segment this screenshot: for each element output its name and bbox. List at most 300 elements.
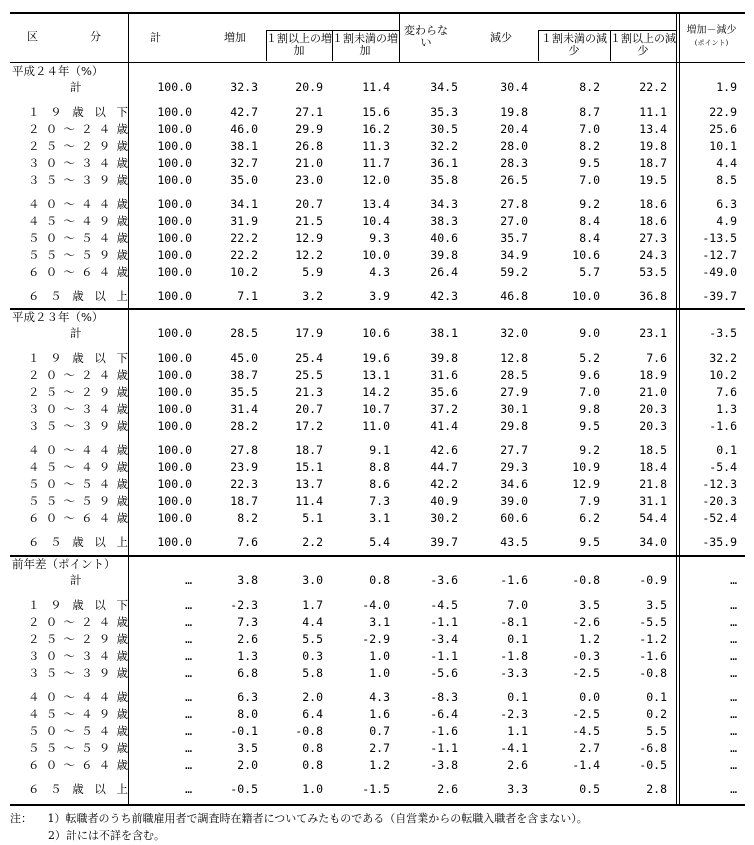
table-cell: 100.0 — [157, 368, 192, 382]
table-cell: -49.0 — [702, 265, 737, 279]
table-cell: -1.1 — [430, 615, 458, 629]
data-table — [10, 12, 745, 805]
table-cell: -5.6 — [430, 666, 458, 680]
table-cell: 0.7 — [369, 724, 390, 738]
table-cell: 28.2 — [230, 419, 258, 433]
table-cell: -1.1 — [430, 649, 458, 663]
table-cell: 11.3 — [362, 139, 390, 153]
table-cell: 21.5 — [295, 214, 323, 228]
table-cell: 8.2 — [579, 139, 600, 153]
table-cell: 15.6 — [362, 105, 390, 119]
row-label: ３０～３４歳 — [28, 156, 132, 170]
header-diff-unit: (ポイント) — [694, 39, 729, 47]
table-cell: -0.5 — [639, 758, 667, 772]
table-cell: -4.5 — [430, 598, 458, 612]
table-cell: 43.5 — [500, 535, 528, 549]
table-cell: 5.1 — [302, 511, 323, 525]
table-cell: 2.0 — [237, 758, 258, 772]
table-cell: … — [185, 724, 192, 738]
table-cell: 2.0 — [302, 690, 323, 704]
row-label: １９歳以下 — [28, 351, 132, 365]
table-cell: 7.0 — [579, 173, 600, 187]
row-label: ６５歳以上 — [28, 535, 132, 549]
header-decrease-10plus: １割以上の減少 — [610, 32, 676, 57]
col-divider — [679, 12, 680, 805]
table-cell: 31.4 — [230, 402, 258, 416]
table-cell: -2.3 — [230, 598, 258, 612]
table-cell: 13.4 — [362, 197, 390, 211]
table-cell: 100.0 — [157, 511, 192, 525]
row-label: ６０～６４歳 — [28, 511, 132, 525]
table-cell: 30.4 — [500, 80, 528, 94]
table-cell: 29.3 — [500, 460, 528, 474]
row-label: ２０～２４歳 — [28, 615, 132, 629]
table-cell: 100.0 — [157, 477, 192, 491]
table-cell: 20.7 — [295, 197, 323, 211]
table-cell: -3.4 — [430, 632, 458, 646]
table-bottom-border — [10, 804, 745, 806]
table-cell: -1.6 — [639, 649, 667, 663]
table-cell: 0.8 — [302, 741, 323, 755]
table-cell: … — [730, 782, 737, 796]
table-cell: 12.9 — [295, 231, 323, 245]
table-cell: 3.5 — [646, 598, 667, 612]
table-cell: 100.0 — [157, 494, 192, 508]
table-cell: 22.3 — [230, 477, 258, 491]
table-cell: … — [730, 632, 737, 646]
table-cell: 9.2 — [579, 443, 600, 457]
table-cell: 42.7 — [230, 105, 258, 119]
table-cell: 7.6 — [646, 351, 667, 365]
row-label: ５０～５４歳 — [28, 724, 132, 738]
table-cell: … — [185, 573, 192, 587]
table-cell: -2.3 — [500, 707, 528, 721]
table-cell: 1.0 — [369, 649, 390, 663]
table-cell: 12.9 — [572, 477, 600, 491]
table-cell: 60.6 — [500, 511, 528, 525]
table-cell: 53.5 — [639, 265, 667, 279]
table-cell: 3.5 — [579, 598, 600, 612]
table-cell: 2.7 — [369, 741, 390, 755]
table-cell: -3.3 — [500, 666, 528, 680]
table-cell: 7.0 — [579, 122, 600, 136]
table-cell: … — [730, 758, 737, 772]
table-cell: 3.8 — [237, 573, 258, 587]
table-cell: 10.0 — [572, 289, 600, 303]
table-cell: … — [185, 615, 192, 629]
table-cell: 38.1 — [230, 139, 258, 153]
table-cell: 38.3 — [430, 214, 458, 228]
table-cell: 27.7 — [500, 443, 528, 457]
row-label: ２５～２９歳 — [28, 139, 132, 153]
table-cell: -0.8 — [639, 666, 667, 680]
section-title: 平成２４年（%） — [12, 64, 104, 78]
table-cell: 30.2 — [430, 511, 458, 525]
table-cell: … — [730, 741, 737, 755]
row-label: ３５～３９歳 — [28, 419, 132, 433]
table-cell: 24.3 — [639, 248, 667, 262]
table-cell: 18.7 — [230, 494, 258, 508]
table-cell: 1.3 — [237, 649, 258, 663]
table-cell: 35.6 — [430, 385, 458, 399]
row-label: ４０～４４歳 — [28, 197, 132, 211]
table-cell: 4.3 — [369, 265, 390, 279]
table-cell: 8.7 — [579, 105, 600, 119]
table-cell: 1.6 — [369, 707, 390, 721]
table-cell: 25.4 — [295, 351, 323, 365]
table-cell: 1.7 — [302, 598, 323, 612]
note-2 — [10, 827, 750, 844]
table-cell: 100.0 — [157, 402, 192, 416]
table-cell: 16.2 — [362, 122, 390, 136]
table-cell: 46.8 — [500, 289, 528, 303]
header-total: 計 — [150, 31, 161, 44]
table-cell: 59.2 — [500, 265, 528, 279]
table-cell: 31.6 — [430, 368, 458, 382]
table-cell: 18.4 — [639, 460, 667, 474]
table-cell: 8.2 — [579, 80, 600, 94]
table-cell: 22.2 — [230, 231, 258, 245]
table-cell: 1.2 — [579, 632, 600, 646]
table-cell: 44.7 — [430, 460, 458, 474]
table-cell: 7.6 — [716, 385, 737, 399]
table-cell: 2.7 — [579, 741, 600, 755]
table-cell: 13.4 — [639, 122, 667, 136]
table-cell: -1.1 — [430, 741, 458, 755]
row-label: ３０～３４歳 — [28, 402, 132, 416]
section-title: 平成２３年（%） — [12, 310, 104, 324]
table-cell: 6.8 — [237, 666, 258, 680]
table-cell: 0.3 — [302, 649, 323, 663]
table-cell: 8.4 — [579, 214, 600, 228]
table-cell: … — [730, 724, 737, 738]
row-label: １９歳以下 — [28, 105, 132, 119]
table-cell: 10.6 — [362, 326, 390, 340]
table-cell: 100.0 — [157, 419, 192, 433]
table-cell: 5.8 — [302, 666, 323, 680]
table-cell: 9.5 — [579, 419, 600, 433]
table-cell: … — [730, 690, 737, 704]
table-cell: 7.1 — [237, 289, 258, 303]
table-cell: 0.1 — [716, 443, 737, 457]
table-cell: 6.4 — [302, 707, 323, 721]
notes — [10, 810, 750, 844]
table-cell: 5.5 — [302, 632, 323, 646]
table-cell: 13.7 — [295, 477, 323, 491]
table-cell: 9.1 — [369, 443, 390, 457]
table-cell: 100.0 — [157, 265, 192, 279]
table-cell: -20.3 — [702, 494, 737, 508]
table-cell: -3.6 — [430, 573, 458, 587]
row-label: ４５～４９歳 — [28, 707, 132, 721]
table-cell: 7.0 — [579, 385, 600, 399]
table-cell: 34.5 — [430, 80, 458, 94]
section-title: 前年差（ポイント） — [12, 557, 116, 571]
table-cell: 19.5 — [639, 173, 667, 187]
table-cell: 35.3 — [430, 105, 458, 119]
table-cell: 30.1 — [500, 402, 528, 416]
table-cell: 7.6 — [237, 535, 258, 549]
table-cell: 20.3 — [639, 402, 667, 416]
table-cell: 100.0 — [157, 443, 192, 457]
table-cell: 1.0 — [302, 782, 323, 796]
table-cell: 36.8 — [639, 289, 667, 303]
table-cell: 9.5 — [579, 156, 600, 170]
table-cell: -1.6 — [709, 419, 737, 433]
table-cell: 39.7 — [430, 535, 458, 549]
header-category: 区 分 — [27, 30, 111, 43]
table-cell: 3.1 — [369, 615, 390, 629]
table-cell: 35.5 — [230, 385, 258, 399]
table-cell: 0.0 — [579, 690, 600, 704]
table-cell: 25.5 — [295, 368, 323, 382]
table-cell: … — [730, 707, 737, 721]
table-cell: 0.1 — [507, 690, 528, 704]
table-cell: 38.1 — [430, 326, 458, 340]
table-cell: 42.3 — [430, 289, 458, 303]
table-cell: -5.5 — [639, 615, 667, 629]
table-cell: … — [185, 666, 192, 680]
table-cell: 26.5 — [500, 173, 528, 187]
header-diff-label: 増加－減少 — [686, 25, 737, 36]
table-cell: 11.7 — [362, 156, 390, 170]
table-cell: 34.9 — [500, 248, 528, 262]
table-cell: 6.3 — [237, 690, 258, 704]
table-cell: 0.1 — [507, 632, 528, 646]
table-cell: 8.8 — [369, 460, 390, 474]
table-cell: 12.0 — [362, 173, 390, 187]
header-increase-under10: １割未満の増加 — [332, 32, 398, 57]
table-cell: -4.1 — [500, 741, 528, 755]
row-label: ５０～５４歳 — [28, 231, 132, 245]
table-cell: 5.2 — [579, 351, 600, 365]
table-cell: 26.4 — [430, 265, 458, 279]
table-cell: 3.9 — [369, 289, 390, 303]
table-cell: 1.1 — [507, 724, 528, 738]
table-cell: 31.1 — [639, 494, 667, 508]
table-cell: 3.5 — [237, 741, 258, 755]
table-cell: 100.0 — [157, 460, 192, 474]
table-cell: -6.4 — [430, 707, 458, 721]
table-cell: 29.9 — [295, 122, 323, 136]
table-cell: 10.1 — [709, 139, 737, 153]
table-cell: 100.0 — [157, 139, 192, 153]
table-cell: 17.2 — [295, 419, 323, 433]
table-cell: 8.5 — [716, 173, 737, 187]
table-cell: 100.0 — [157, 248, 192, 262]
table-cell: 34.0 — [639, 535, 667, 549]
table-cell: 54.4 — [639, 511, 667, 525]
table-cell: 28.0 — [500, 139, 528, 153]
table-cell: 19.8 — [500, 105, 528, 119]
table-cell: 22.2 — [230, 248, 258, 262]
table-cell: 21.0 — [295, 156, 323, 170]
table-cell: 23.1 — [639, 326, 667, 340]
table-cell: 100.0 — [157, 231, 192, 245]
table-cell: … — [730, 615, 737, 629]
row-label: ５５～５９歳 — [28, 248, 132, 262]
row-label: ６５歳以上 — [28, 289, 132, 303]
table-cell: 29.8 — [500, 419, 528, 433]
table-cell: 10.7 — [362, 402, 390, 416]
table-cell: 32.0 — [500, 326, 528, 340]
header-increase-10plus: １割以上の増加 — [266, 32, 332, 57]
table-cell: -12.7 — [702, 248, 737, 262]
table-cell: 27.8 — [500, 197, 528, 211]
table-cell: 42.6 — [430, 443, 458, 457]
table-cell: … — [185, 632, 192, 646]
note-2-text: 2）計には不詳を含む。 — [48, 829, 165, 842]
table-cell: 8.4 — [579, 231, 600, 245]
table-cell: 3.0 — [302, 573, 323, 587]
table-cell: -0.3 — [572, 649, 600, 663]
table-cell: -1.8 — [500, 649, 528, 663]
table-cell: 20.7 — [295, 402, 323, 416]
table-cell: 20.3 — [639, 419, 667, 433]
table-cell: 10.6 — [572, 248, 600, 262]
table-cell: 45.0 — [230, 351, 258, 365]
table-cell: 4.3 — [369, 690, 390, 704]
table-cell: … — [185, 598, 192, 612]
row-label: ２０～２４歳 — [28, 368, 132, 382]
table-cell: 12.2 — [295, 248, 323, 262]
table-cell: 6.3 — [716, 197, 737, 211]
table-cell: -0.1 — [230, 724, 258, 738]
table-cell: 32.7 — [230, 156, 258, 170]
table-cell: 40.9 — [430, 494, 458, 508]
table-cell: 20.4 — [500, 122, 528, 136]
table-cell: 18.9 — [639, 368, 667, 382]
row-label: ２５～２９歳 — [28, 632, 132, 646]
table-cell: -2.6 — [572, 615, 600, 629]
row-label: ２５～２９歳 — [28, 385, 132, 399]
table-cell: 100.0 — [157, 197, 192, 211]
table-cell: 38.7 — [230, 368, 258, 382]
table-cell: -0.8 — [572, 573, 600, 587]
row-label: 計 — [70, 80, 82, 94]
row-label: ６０～６４歳 — [28, 265, 132, 279]
table-cell: … — [185, 649, 192, 663]
table-cell: 15.1 — [295, 460, 323, 474]
table-cell: 10.2 — [230, 265, 258, 279]
table-cell: 13.1 — [362, 368, 390, 382]
table-cell: -1.6 — [430, 724, 458, 738]
table-cell: 46.0 — [230, 122, 258, 136]
header-diff — [678, 12, 745, 62]
table-cell: 11.4 — [362, 80, 390, 94]
table-cell: -1.5 — [362, 782, 390, 796]
table-cell: 27.9 — [500, 385, 528, 399]
table-cell: 21.8 — [639, 477, 667, 491]
table-cell: 14.2 — [362, 385, 390, 399]
table-cell: 1.0 — [369, 666, 390, 680]
header-decrease: 減少 — [490, 31, 512, 44]
row-label: ４０～４４歳 — [28, 443, 132, 457]
table-cell: 18.7 — [639, 156, 667, 170]
table-cell: 9.6 — [579, 368, 600, 382]
table-cell: 2.2 — [302, 535, 323, 549]
table-cell: 2.6 — [507, 758, 528, 772]
table-cell: -0.8 — [295, 724, 323, 738]
table-cell: 28.3 — [500, 156, 528, 170]
table-cell: -4.5 — [572, 724, 600, 738]
table-cell: … — [185, 707, 192, 721]
table-cell: 100.0 — [157, 80, 192, 94]
note-1-text: 1）転職者のうち前職雇用者で調査時在籍者についてみたものである（自営業からの転職入職者を含まない）。 — [47, 812, 588, 825]
table-cell: 0.1 — [646, 690, 667, 704]
table-cell: 11.1 — [639, 105, 667, 119]
table-cell: 0.5 — [579, 782, 600, 796]
table-cell: 5.9 — [302, 265, 323, 279]
table-cell: 19.8 — [639, 139, 667, 153]
table-cell: 27.1 — [295, 105, 323, 119]
table-cell: 100.0 — [157, 535, 192, 549]
header-unchanged: 変わらない — [404, 24, 448, 49]
table-cell: -3.8 — [430, 758, 458, 772]
table-cell: 4.4 — [716, 156, 737, 170]
table-cell: -8.1 — [500, 615, 528, 629]
table-cell: -39.7 — [702, 289, 737, 303]
table-cell: -1.4 — [572, 758, 600, 772]
table-cell: 27.0 — [500, 214, 528, 228]
table-cell: … — [185, 690, 192, 704]
table-cell: -35.9 — [702, 535, 737, 549]
table-cell: -52.4 — [702, 511, 737, 525]
table-cell: 19.6 — [362, 351, 390, 365]
table-cell: 37.2 — [430, 402, 458, 416]
table-cell: 20.9 — [295, 80, 323, 94]
table-cell: 2.6 — [437, 782, 458, 796]
table-cell: 3.2 — [302, 289, 323, 303]
note-1 — [10, 810, 750, 827]
table-cell: 100.0 — [157, 351, 192, 365]
table-cell: 27.8 — [230, 443, 258, 457]
table-cell: 35.7 — [500, 231, 528, 245]
table-cell: 8.6 — [369, 477, 390, 491]
section-divider — [10, 308, 745, 310]
table-cell: 2.6 — [237, 632, 258, 646]
row-label: ３０～３４歳 — [28, 649, 132, 663]
header-increase: 増加 — [224, 31, 246, 44]
row-label: ５５～５９歳 — [28, 494, 132, 508]
table-cell: 42.2 — [430, 477, 458, 491]
row-label: ３５～３９歳 — [28, 173, 132, 187]
table-cell: 8.0 — [237, 707, 258, 721]
table-cell: 100.0 — [157, 122, 192, 136]
header-bottom-border — [10, 62, 745, 63]
table-cell: -13.5 — [702, 231, 737, 245]
section-divider — [10, 555, 745, 557]
table-cell: 34.6 — [500, 477, 528, 491]
row-label: ４５～４９歳 — [28, 460, 132, 474]
table-cell: 3.3 — [507, 782, 528, 796]
table-cell: 18.6 — [639, 214, 667, 228]
table-cell: -2.9 — [362, 632, 390, 646]
row-label: 計 — [70, 326, 82, 340]
table-cell: -0.5 — [230, 782, 258, 796]
table-cell: 10.9 — [572, 460, 600, 474]
table-cell: 32.2 — [430, 139, 458, 153]
table-cell: 4.9 — [716, 214, 737, 228]
table-cell: 22.2 — [639, 80, 667, 94]
table-cell: 8.2 — [237, 511, 258, 525]
row-label: ４５～４９歳 — [28, 214, 132, 228]
table-cell: 32.2 — [709, 351, 737, 365]
table-cell: -1.6 — [500, 573, 528, 587]
table-cell: 1.9 — [716, 80, 737, 94]
table-cell: 35.8 — [430, 173, 458, 187]
table-cell: 5.5 — [646, 724, 667, 738]
